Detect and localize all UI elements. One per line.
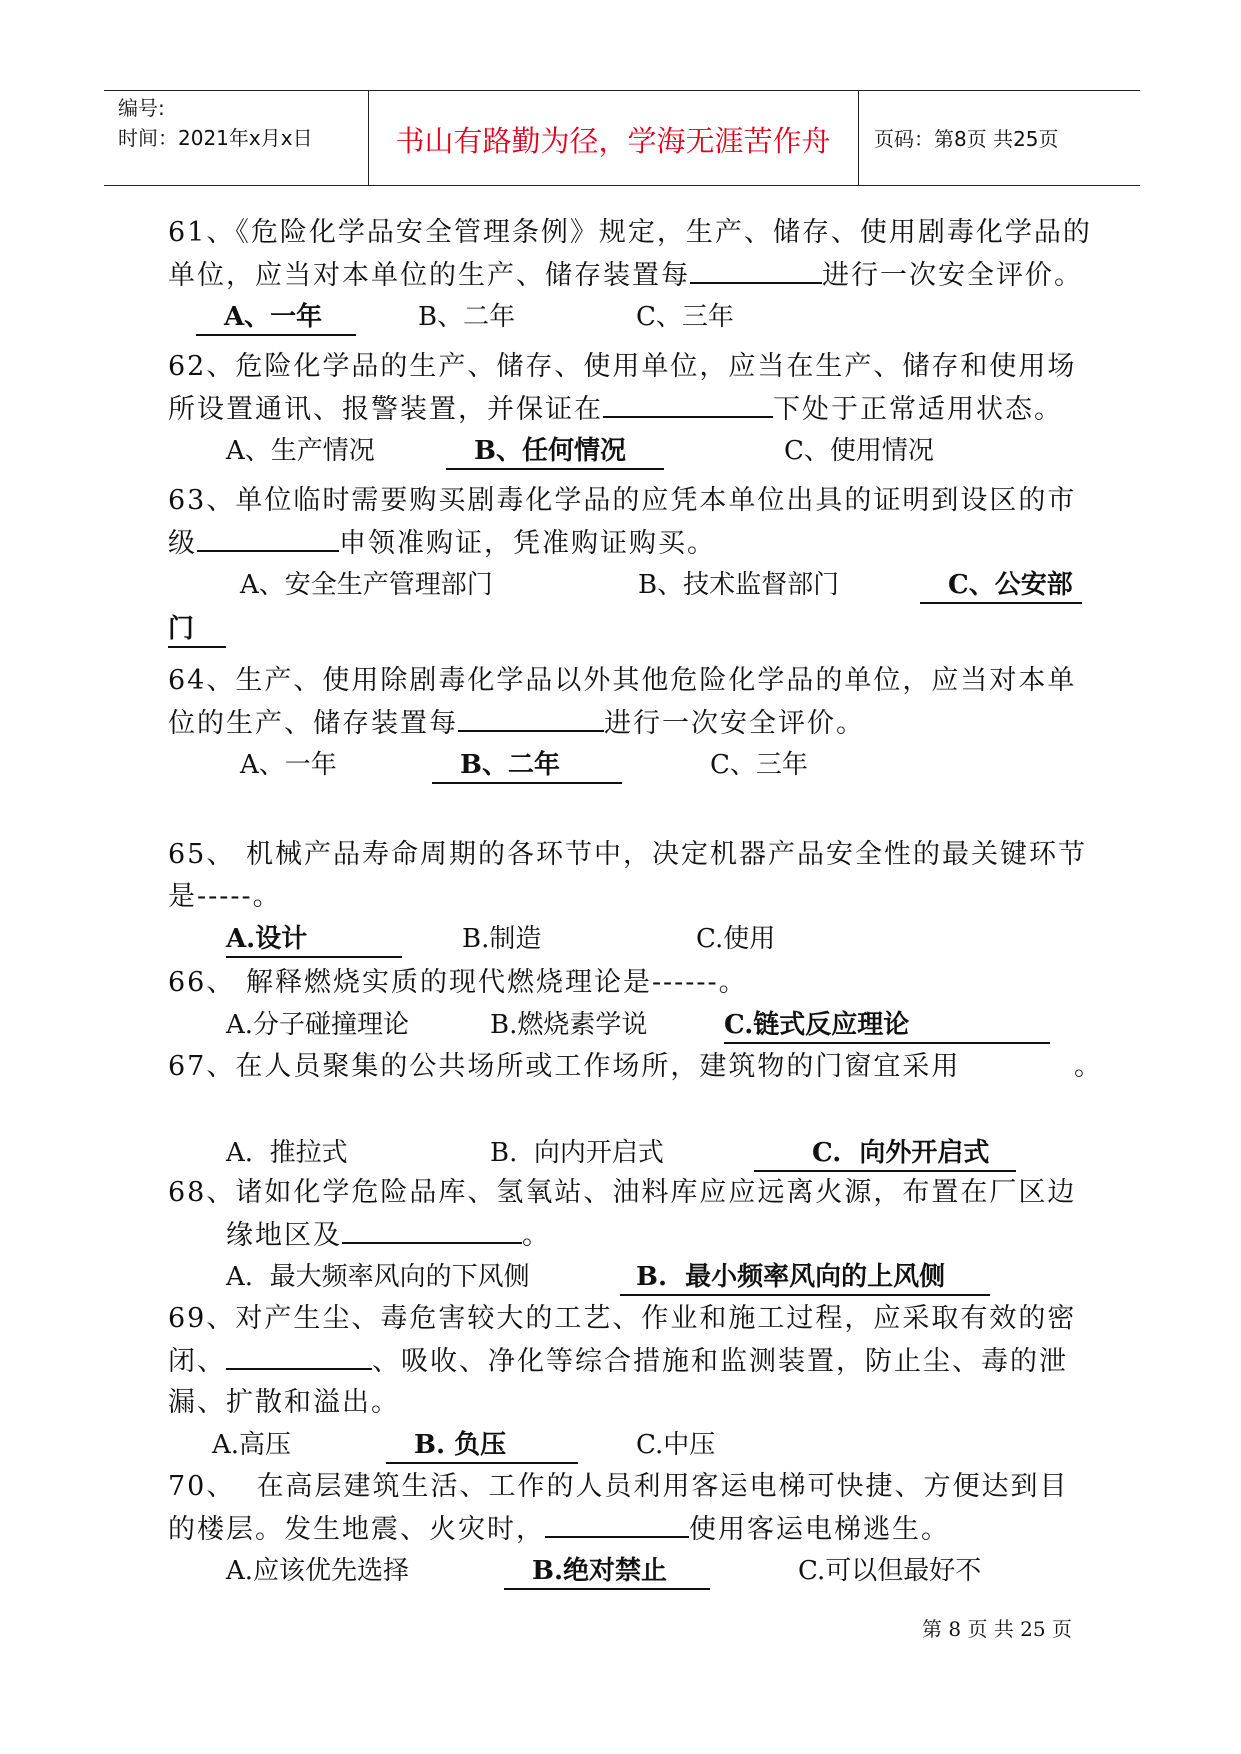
answer-blank bbox=[458, 706, 604, 732]
question-63-line1: 63、单位临时需要购买剧毒化学品的应凭本单位出具的证明到设区的市 bbox=[168, 485, 1077, 516]
q62-option-c: C、使用情况 bbox=[784, 436, 934, 466]
q69-option-a: A.高压 bbox=[212, 1430, 292, 1460]
answer-blank bbox=[545, 1512, 689, 1538]
q70-option-c: C.可以但最好不 bbox=[798, 1556, 982, 1586]
q70-option-a: A.应该优先选择 bbox=[226, 1556, 410, 1586]
question-64-line1: 64、生产、使用除剧毒化学品以外其他危险化学品的单位，应当对本单 bbox=[168, 665, 1077, 696]
question-62-line1: 62、危险化学品的生产、储存、使用单位，应当在生产、储存和使用场 bbox=[168, 351, 1077, 382]
page-header bbox=[104, 90, 1140, 186]
question-text: 单位，应当对本单位的生产、储存装置每 bbox=[168, 260, 690, 291]
question-65-line2: 是-----。 bbox=[168, 881, 282, 912]
question-text: 。 bbox=[522, 1220, 551, 1251]
question-68-line1: 68、诸如化学危险品库、氢氧站、油料库应应远离火源，布置在厂区边 bbox=[168, 1177, 1077, 1208]
question-text: 所设置通讯、报警装置，并保证在 bbox=[168, 394, 603, 425]
header-page-label: 页码：第8页 共25页 bbox=[874, 127, 1059, 151]
question-text: 闭、 bbox=[168, 1346, 226, 1377]
question-text: 级 bbox=[168, 528, 197, 559]
question-68-line2 bbox=[226, 1218, 551, 1253]
q69-option-c: C.中压 bbox=[636, 1430, 716, 1460]
q63-option-a: A、安全生产管理部门 bbox=[240, 570, 493, 600]
question-text: 位的生产、储存装置每 bbox=[168, 708, 458, 739]
number-label: 编号: bbox=[118, 96, 165, 120]
q66-option-b: B.燃烧素学说 bbox=[490, 1010, 648, 1040]
question-70-line1: 70、 在高层建筑生活、工作的人员利用客运电梯可快捷、方便达到目 bbox=[168, 1471, 1069, 1502]
answer-blank bbox=[226, 1344, 372, 1370]
q61-option-b: B、二年 bbox=[418, 302, 516, 332]
q68-option-a: A. 最大频率风向的下风侧 bbox=[226, 1262, 530, 1292]
q67-option-c-answer: C. 向外开启式 bbox=[754, 1136, 1016, 1172]
question-text: 缘地区及 bbox=[226, 1220, 342, 1251]
question-62-line2 bbox=[168, 392, 1063, 427]
q64-option-b-answer: B、二年 bbox=[432, 748, 622, 784]
question-64-line2 bbox=[168, 706, 865, 741]
header-motto: 书山有路勤为径，学海无涯苦作舟 bbox=[395, 124, 831, 158]
q65-option-c: C.使用 bbox=[696, 924, 776, 954]
question-text: 、吸收、净化等综合措施和监测装置，防止尘、毒的泄 bbox=[372, 1346, 1068, 1377]
answer-blank bbox=[342, 1218, 522, 1244]
question-63-line2 bbox=[168, 526, 716, 561]
question-67-line1-end: 。 bbox=[1074, 1051, 1103, 1082]
q67-option-a: A. 推拉式 bbox=[226, 1138, 348, 1168]
q65-option-a-answer: A.设计 bbox=[226, 922, 402, 958]
question-61-line2 bbox=[168, 258, 1083, 293]
q66-option-a: A.分子碰撞理论 bbox=[226, 1010, 410, 1040]
question-text: 使用客运电梯逃生。 bbox=[689, 1514, 950, 1545]
question-67-line1: 67、在人员聚集的公共场所或工作场所，建筑物的门窗宜采用 bbox=[168, 1051, 961, 1082]
question-text: 的楼层。发生地震、火灾时， bbox=[168, 1514, 545, 1545]
q70-option-b-answer: B.绝对禁止 bbox=[504, 1554, 710, 1590]
question-66-line1: 66、 解释燃烧实质的现代燃烧理论是------。 bbox=[168, 967, 748, 998]
question-70-line2 bbox=[168, 1512, 950, 1547]
question-text: 进行一次安全评价。 bbox=[604, 708, 865, 739]
q63-option-c-answer: C、公安部 bbox=[920, 568, 1082, 604]
q61-option-a-answer: A、一年 bbox=[196, 300, 356, 336]
q62-option-a: A、生产情况 bbox=[226, 436, 375, 466]
question-text: 申领准购证，凭准购证购买。 bbox=[339, 528, 716, 559]
q67-option-b: B. 向内开启式 bbox=[490, 1138, 664, 1168]
q66-option-c-answer: C.链式反应理论 bbox=[724, 1008, 1050, 1044]
question-text: 下处于正常适用状态。 bbox=[773, 394, 1063, 425]
page-footer: 第 8 页 共 25 页 bbox=[922, 1617, 1072, 1641]
answer-blank bbox=[603, 392, 773, 418]
q64-option-c: C、三年 bbox=[710, 750, 808, 780]
q68-option-b-answer: B. 最小频率风向的上风侧 bbox=[620, 1260, 990, 1296]
question-65-line1: 65、 机械产品寿命周期的各环节中，决定机器产品安全性的最关键环节 bbox=[168, 839, 1087, 870]
q63-option-b: B、技术监督部门 bbox=[638, 570, 840, 600]
answer-blank bbox=[690, 258, 822, 284]
q61-option-c: C、三年 bbox=[636, 302, 734, 332]
time-label: 时间：2021年x月x日 bbox=[118, 126, 313, 150]
q69-option-b-answer: B. 负压 bbox=[386, 1428, 578, 1464]
q62-option-b-answer: B、任何情况 bbox=[446, 434, 664, 470]
question-69-line1: 69、对产生尘、毒危害较大的工艺、作业和施工过程，应采取有效的密 bbox=[168, 1303, 1077, 1334]
question-61-line1: 61、《危险化学品安全管理条例》规定，生产、储存、使用剧毒化学品的 bbox=[168, 217, 1092, 248]
q64-option-a: A、一年 bbox=[240, 750, 337, 780]
answer-blank bbox=[197, 526, 339, 552]
question-text: 进行一次安全评价。 bbox=[822, 260, 1083, 291]
header-divider bbox=[858, 91, 859, 185]
question-69-line2 bbox=[168, 1344, 1068, 1379]
question-69-line3: 漏、扩散和溢出。 bbox=[168, 1387, 400, 1418]
q63-option-c-answer-cont: 门 bbox=[168, 612, 226, 648]
header-meta bbox=[118, 93, 313, 153]
q65-option-b: B.制造 bbox=[462, 924, 542, 954]
